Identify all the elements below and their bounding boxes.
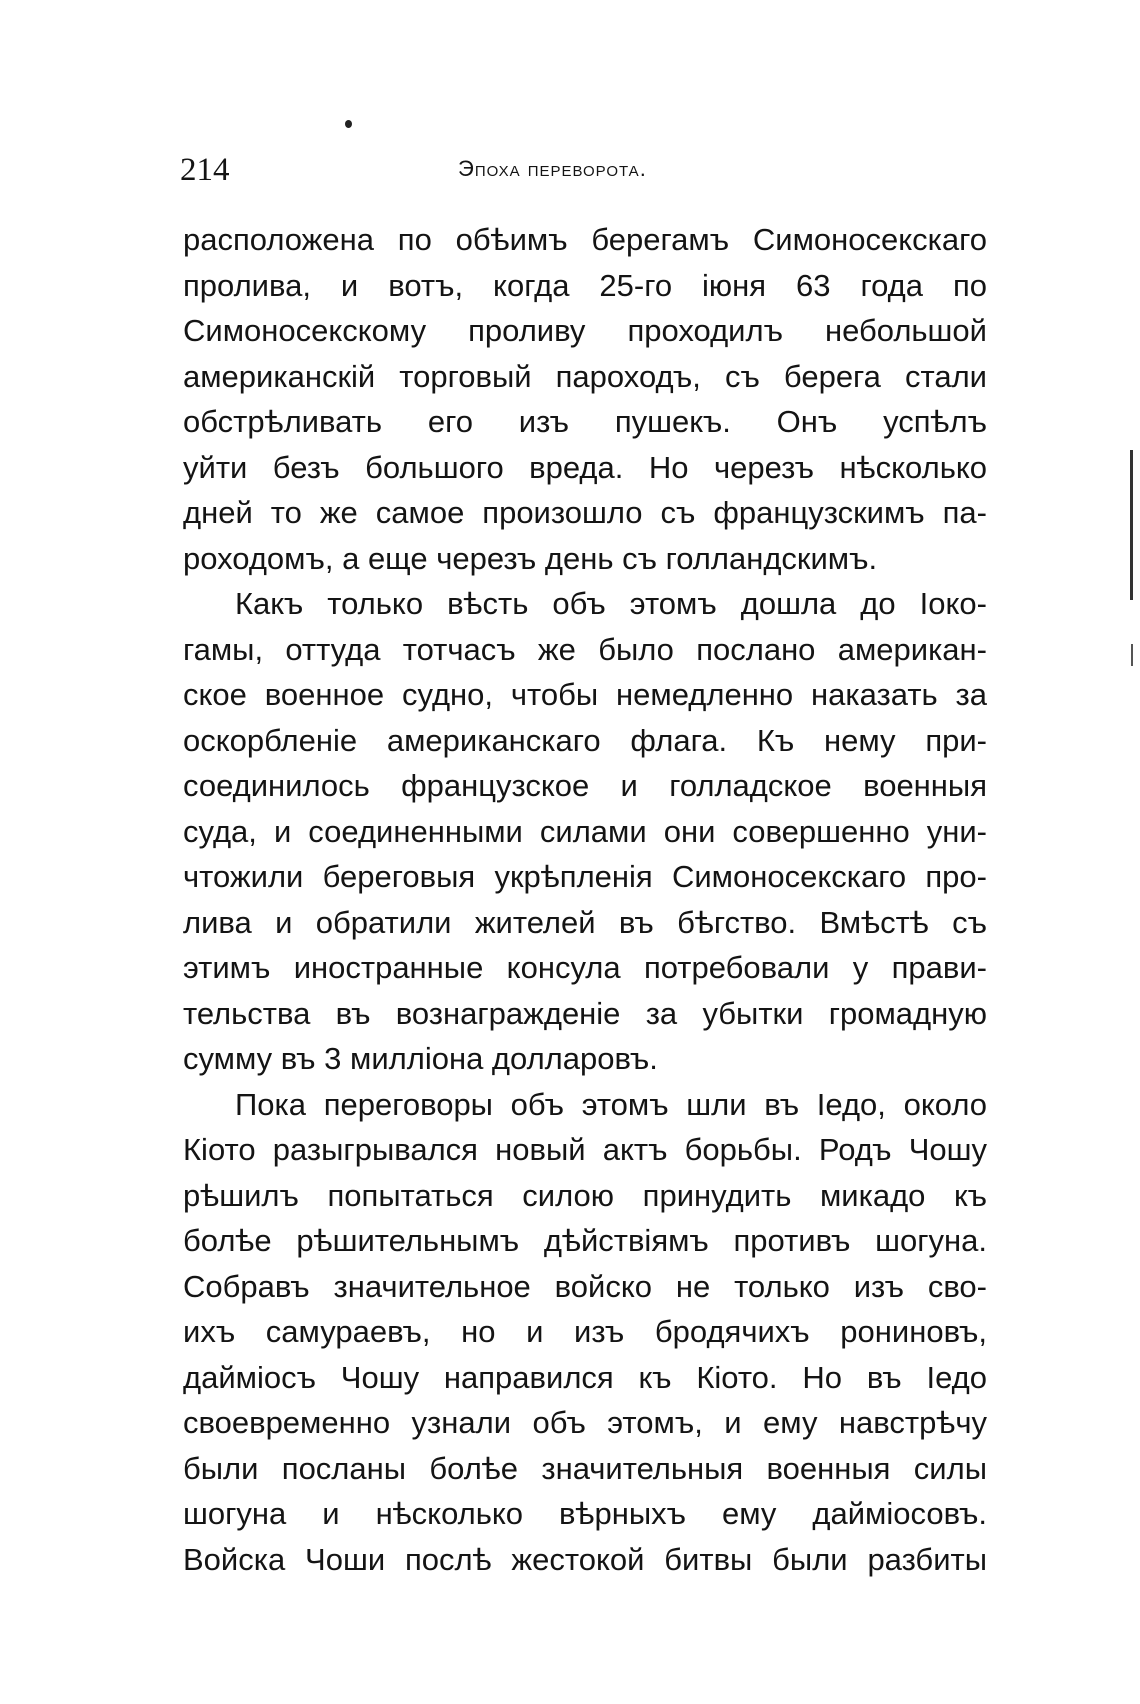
text-line: лива и обратили жителей въ бѣгство. Вмѣстѣ съ <box>183 904 987 940</box>
scan-edge-line <box>1130 450 1133 600</box>
text-line: Кіото разыгрывался новый актъ борьбы. Родъ Чошу <box>183 1132 987 1167</box>
body-text <box>183 217 987 1582</box>
text-line: ихъ самураевъ, но и изъ бродячихъ рониновъ, <box>183 1314 987 1349</box>
text-line: суда, и соединенными силами они совершенно уни- <box>183 813 987 849</box>
text-line: роходомъ, а еще черезъ день съ голландскимъ. <box>183 540 878 576</box>
scan-dot <box>345 120 352 128</box>
text-line: оскорбленіе американскаго флага. Къ нему при- <box>183 722 987 758</box>
text-line: своевременно узнали объ этомъ, и ему навстрѣчу <box>183 1405 987 1440</box>
text-line: дней то же самое произошло съ французскимъ па- <box>183 495 987 530</box>
text-line: сумму въ 3 милліона долларовъ. <box>183 1041 658 1076</box>
text-line: Пока переговоры объ этомъ шли въ Іедо, около <box>235 1086 987 1122</box>
text-line: тельства въ вознагражденіе за убытки громадную <box>183 995 987 1031</box>
text-line: рѣшилъ попытаться силою принудить микадо къ <box>183 1177 987 1213</box>
text-line: уйти безъ большого вреда. Но черезъ нѣсколько <box>183 449 987 485</box>
text-line: Симоносекскому проливу проходилъ небольшой <box>183 313 987 348</box>
text-line: болѣе рѣшительнымъ дѣйствіямъ противъ шогуна. <box>183 1223 987 1258</box>
text-line: этимъ иностранные консула потребовали у прави- <box>183 950 987 985</box>
text-line: Какъ только вѣсть объ этомъ дошла до Іоко- <box>235 586 987 621</box>
text-line: Собравъ значительное войско не только изъ сво- <box>183 1268 987 1304</box>
text-line: даймiосъ Чошу направился къ Кіото. Но въ Іедо <box>183 1359 987 1395</box>
text-line: были посланы болѣе значительныя военныя силы <box>183 1450 987 1486</box>
text-line: соединилось французское и голладское военныя <box>183 768 987 803</box>
text-line: чтожили береговыя укрѣпленія Симоносекскаго про- <box>183 859 987 894</box>
text-line: расположена по обѣимъ берегамъ Симоносекскаго <box>183 222 987 257</box>
text-line: Войска Чоши послѣ жестокой битвы были разбиты <box>183 1541 987 1577</box>
page-header <box>180 150 980 194</box>
text-line: американскій торговый пароходъ, съ берега стали <box>183 358 987 394</box>
page-number: 214 <box>180 152 230 188</box>
text-line: шогуна и нѣсколько вѣрныхъ ему даймiосовъ. <box>183 1496 987 1531</box>
running-title: Эпоха переворота. <box>458 156 647 181</box>
text-line: обстрѣливать его изъ пушекъ. Онъ успѣлъ <box>183 404 987 439</box>
text-line: ское военное судно, чтобы немедленно наказать за <box>183 677 987 712</box>
text-line: гамы, оттуда тотчасъ же было послано американ- <box>183 631 987 667</box>
scan-edge-tick <box>1131 644 1133 666</box>
text-line: пролива, и вотъ, когда 25-го іюня 63 года по <box>183 267 987 303</box>
